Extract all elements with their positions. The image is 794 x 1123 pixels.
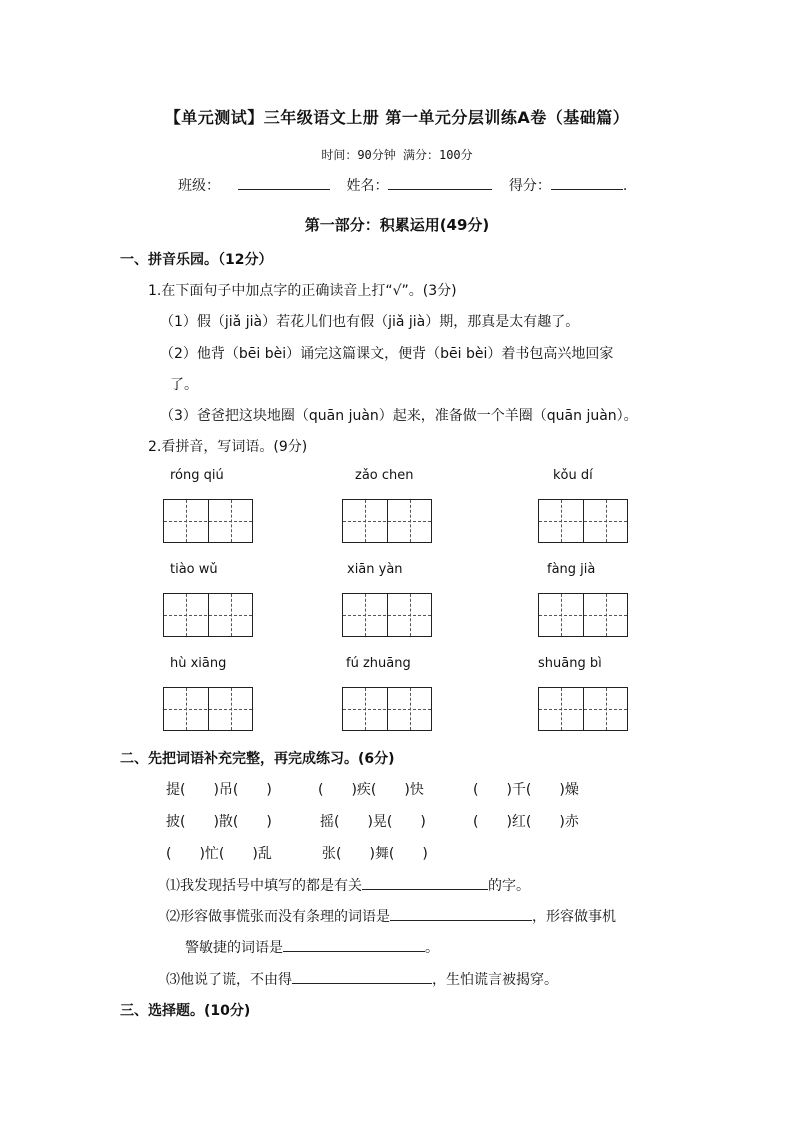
writing-grid[interactable] [538, 687, 628, 731]
answer-blank[interactable] [362, 875, 488, 890]
score-label: 得分： [508, 178, 551, 194]
writing-grid[interactable] [163, 593, 253, 637]
writing-grid[interactable] [342, 499, 432, 543]
q2-part1-text: ⑴我发现括号中填写的都是有关 [166, 878, 362, 894]
part1-title: 第一部分：积累运用(49分) [304, 216, 490, 234]
q2-part3 [166, 969, 558, 989]
writing-grid[interactable] [342, 593, 432, 637]
idiom-blank[interactable]: ( )疾( )快 [318, 782, 424, 798]
pinyin-label: hù xiāng [170, 656, 227, 671]
q1-title: 一、拼音乐园。（12分） [120, 252, 273, 268]
q1-sentence3: （3）爸爸把这块地圈（quān juàn）起来，准备做一个羊圈（quān juàn）。 [160, 408, 638, 424]
idiom-blank[interactable]: ( )忙( )乱 [166, 846, 272, 862]
q2-part2-cont-text: 警敏捷的词语是 [185, 940, 283, 956]
q2-part1 [166, 875, 530, 895]
answer-blank[interactable] [283, 937, 425, 952]
idiom-blank[interactable]: ( )红( )赤 [473, 814, 579, 830]
pinyin-label: kǒu dí [553, 468, 593, 483]
pinyin-label: shuāng bì [538, 656, 602, 671]
q2-part2-mid: ，形容做事机 [532, 909, 616, 925]
pinyin-label: fàng jià [547, 562, 596, 577]
idiom-blank[interactable]: 提( )吊( ) [166, 782, 272, 798]
pinyin-label: zǎo chen [355, 468, 414, 483]
q2-part2-end: 。 [425, 940, 439, 956]
idiom-blank[interactable]: 摇( )晃( ) [320, 814, 426, 830]
pinyin-label: fú zhuāng [346, 656, 411, 671]
q2-title: 二、先把词语补充完整，再完成练习。(6分) [120, 751, 395, 767]
q3-title: 三、选择题。(10分) [120, 1003, 251, 1019]
name-label: 姓名： [346, 178, 389, 194]
student-info [178, 175, 627, 195]
writing-grid[interactable] [538, 499, 628, 543]
pinyin-label: tiào wǔ [170, 562, 218, 577]
pinyin-label: xiān yàn [347, 562, 403, 577]
q1-sub2: 2.看拼音，写词语。(9分) [148, 439, 308, 455]
idiom-blank[interactable]: 张( )舞( ) [322, 846, 428, 862]
q2-part3-end: ，生怕谎言被揭穿。 [432, 972, 558, 988]
q2-part3-text: ⑶他说了谎，不由得 [166, 972, 292, 988]
trailing-dot: . [622, 178, 628, 194]
document-title: 【单元测试】三年级语文上册 第一单元分层训练A卷（基础篇） [164, 108, 630, 127]
pinyin-label: róng qiú [170, 468, 224, 483]
class-label: 班级： [178, 178, 220, 194]
q2-part2-cont [185, 937, 439, 957]
writing-grid[interactable] [538, 593, 628, 637]
q1-sub1: 1.在下面句子中加点字的正确读音上打“√”。(3分) [148, 283, 457, 299]
writing-grid[interactable] [163, 687, 253, 731]
writing-grid[interactable] [342, 687, 432, 731]
q1-sentence2: （2）他背（bēi bèi）诵完这篇课文，便背（bēi bèi）着书包高兴地回家 [160, 346, 614, 362]
class-field[interactable] [238, 175, 330, 190]
q2-part2-text: ⑵形容做事慌张而没有条理的词语是 [166, 909, 390, 925]
name-field[interactable] [388, 175, 492, 190]
q1-sentence2-cont: 了。 [170, 377, 198, 393]
q2-part1-end: 的字。 [488, 878, 530, 894]
q1-sentence1: （1）假（jiǎ jià）若花儿们也有假（jiǎ jià）期，那真是太有趣了。 [160, 314, 580, 330]
score-field[interactable] [551, 175, 623, 190]
exam-meta: 时间：90分钟 满分：100分 [321, 148, 473, 162]
idiom-blank[interactable]: ( )千( )燥 [473, 782, 579, 798]
answer-blank[interactable] [292, 969, 432, 984]
idiom-blank[interactable]: 披( )散( ) [166, 814, 272, 830]
q2-part2 [166, 906, 616, 926]
answer-blank[interactable] [390, 906, 532, 921]
writing-grid[interactable] [163, 499, 253, 543]
